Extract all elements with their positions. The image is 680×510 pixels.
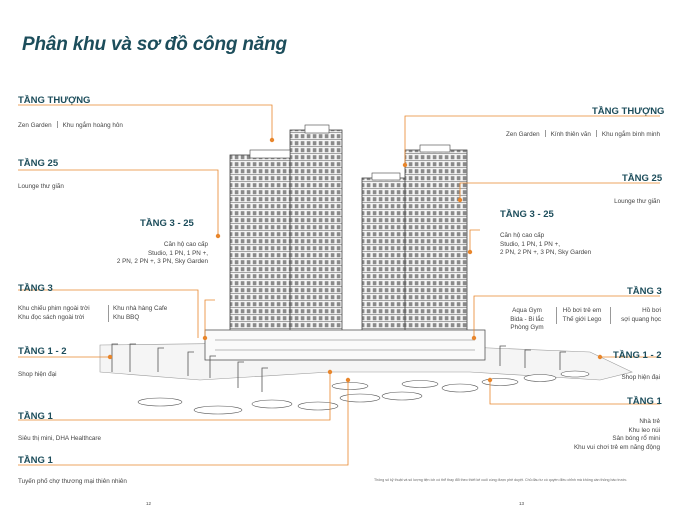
right-f3-25-heading: TẦNG 3 - 25 <box>500 209 554 220</box>
text-line: Khu BBQ <box>113 313 140 321</box>
left-f25-heading: TẦNG 25 <box>18 158 59 169</box>
text-line: Hồ bơi <box>642 307 661 314</box>
text-line: 2 PN, 2 PN +, 3 PN, Sky Garden <box>116 258 208 265</box>
left-rooftop-items <box>18 121 123 131</box>
left-f3-col1 <box>18 305 90 322</box>
text-line: Khu chiếu phim ngoài trời <box>18 305 90 312</box>
right-f1-heading: TẦNG 1 <box>627 396 662 407</box>
rooftop-item: Zen Garden <box>506 131 540 138</box>
left-f1-text: Siêu thị mini, DHA Healthcare <box>18 435 101 442</box>
page-number-right: 13 <box>519 501 525 506</box>
left-rooftop-heading: TẦNG THƯỢNG <box>18 95 91 106</box>
right-f3-25-text <box>500 232 591 258</box>
right-f1-text <box>540 418 660 452</box>
text-line: Khu nhà hàng Cafe <box>113 305 168 312</box>
left-f25-text: Lounge thư giãn <box>18 183 64 190</box>
left-f3-col2 <box>108 305 167 322</box>
left-f3-25-text <box>100 241 208 267</box>
right-f25-heading: TẦNG 25 <box>622 173 663 184</box>
left-f1b-heading: TẦNG 1 <box>18 455 53 466</box>
right-f3-heading: TẦNG 3 <box>627 286 662 297</box>
text-line: 2 PN, 2 PN +, 3 PN, Sky Garden <box>500 249 592 256</box>
text-line: Bida - Bi lắc <box>510 315 544 323</box>
rooftop-item: Khu ngắm bình minh <box>601 131 660 138</box>
text-line: Phòng Gym <box>510 324 544 331</box>
text-line: Khu vui chơi trẻ em năng động <box>573 443 660 451</box>
text-line: Sân bóng rổ mini <box>612 435 660 442</box>
text-line: Studio, 1 PN, 1 PN +, <box>500 240 561 248</box>
left-f3-heading: TẦNG 3 <box>18 283 53 294</box>
text-line: sợi quang học <box>621 315 661 323</box>
right-f1-2-text: Shop hiện đại <box>621 374 660 381</box>
text-line: Căn hộ cao cấp <box>163 241 208 248</box>
page-title: Phân khu và sơ đồ công năng <box>22 34 287 55</box>
right-rooftop-items <box>420 130 660 140</box>
left-f3-25-heading: TẦNG 3 - 25 <box>140 218 194 229</box>
text-line: Studio, 1 PN, 1 PN +, <box>147 249 208 257</box>
text-line: Hồ bơi trẻ em <box>562 307 602 314</box>
text-line: Khu leo núi <box>628 426 660 434</box>
footnote: Thông số kỹ thuật và số lượng tiện ích có thể thay đổi theo thiết kế cuối cùng được phê duyệt. Chủ đầu tư có quyền điều chỉnh mà không cần thông báo trước. <box>374 478 628 482</box>
text-line: Căn hộ cao cấp <box>500 232 545 239</box>
right-f3-col1 <box>500 307 554 333</box>
left-f1-2-text: Shop hiện đại <box>18 371 57 378</box>
right-rooftop-heading: TẦNG THƯỢNG <box>592 106 665 117</box>
page-number-left: 12 <box>146 501 152 506</box>
text-line: Aqua Gym <box>512 307 542 314</box>
rooftop-item: Khu ngắm hoàng hôn <box>62 122 123 129</box>
left-f1-heading: TẦNG 1 <box>18 411 53 422</box>
right-tower <box>362 145 467 330</box>
right-f25-text: Lounge thư giãn <box>614 198 660 205</box>
left-tower <box>230 125 342 340</box>
left-f1b-text: Tuyến phố chợ thương mại thiên nhiên <box>18 478 127 485</box>
text-line: Khu đọc sách ngoài trời <box>18 313 85 321</box>
left-f1-2-heading: TẦNG 1 - 2 <box>18 346 67 357</box>
text-line: Thế giới Lego <box>562 315 602 323</box>
rooftop-item: Zen Garden <box>18 122 52 129</box>
text-line: Nhà trẻ <box>639 418 660 425</box>
right-f1-2-heading: TẦNG 1 - 2 <box>613 350 662 361</box>
rooftop-item: Kính thiên văn <box>550 131 591 138</box>
right-f3-col2 <box>556 307 607 324</box>
right-f3-col3 <box>610 307 661 324</box>
